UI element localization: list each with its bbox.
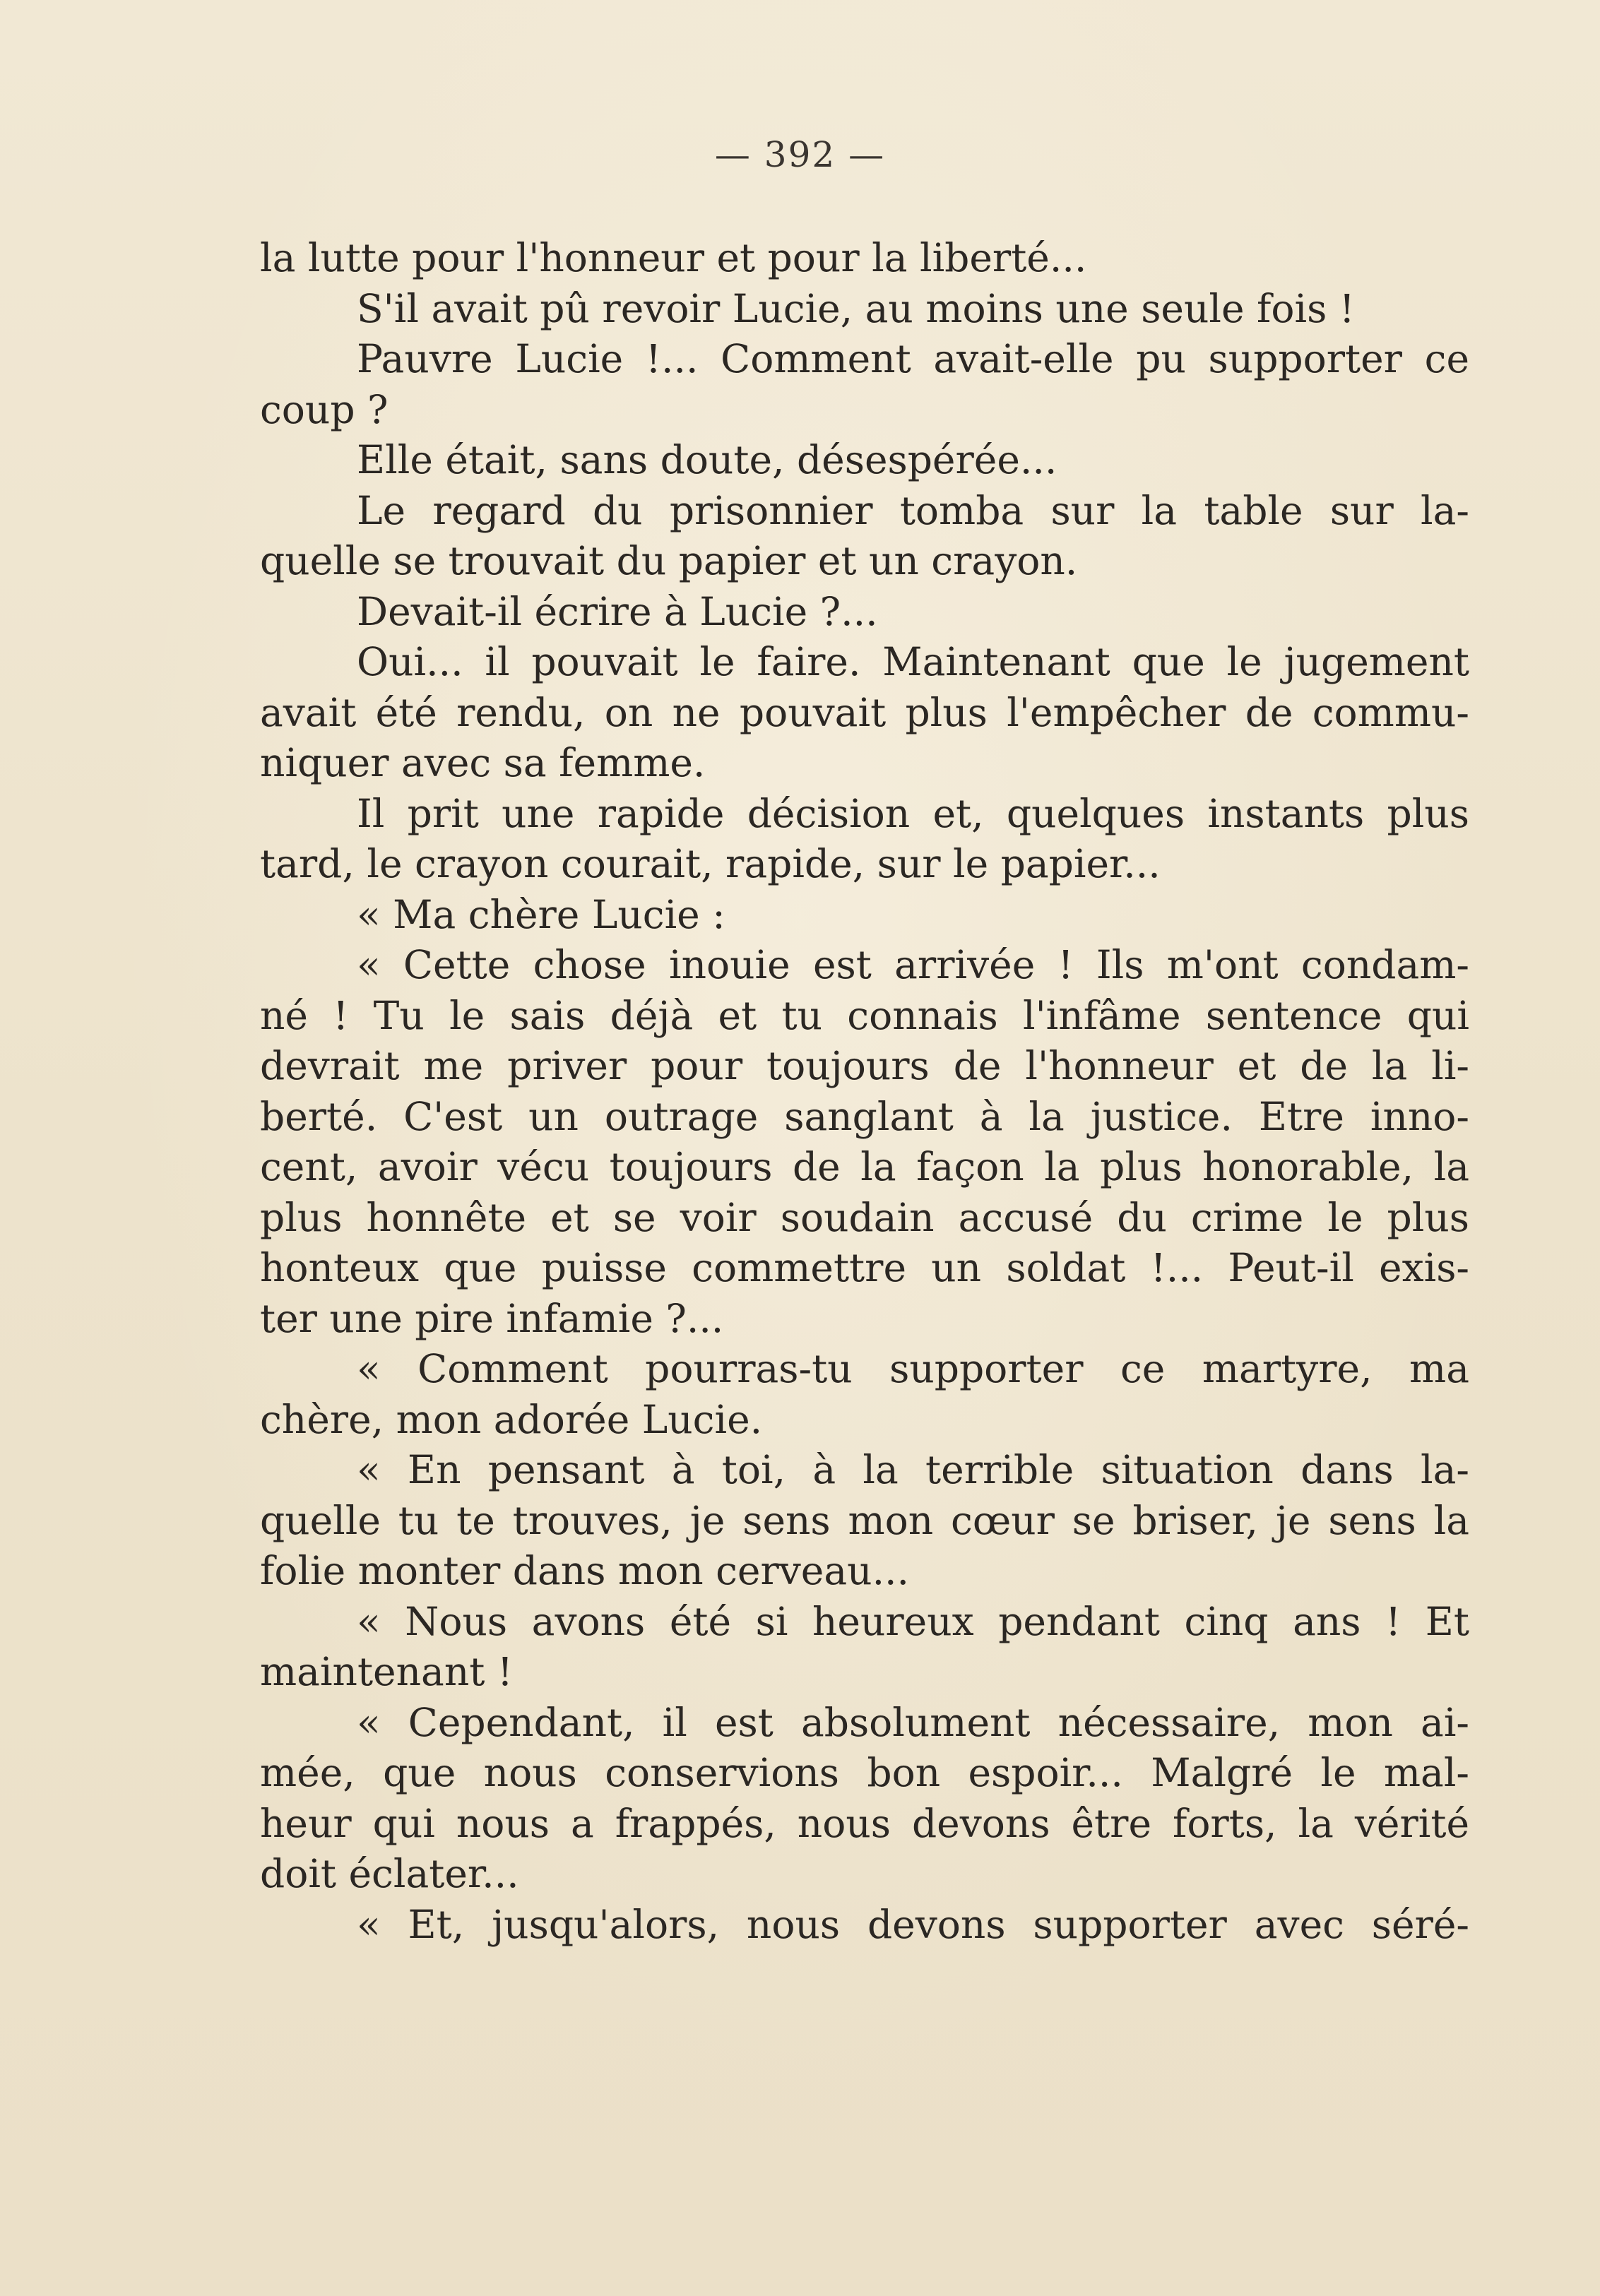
text-line: quelle tu te trouves, je sens mon cœur se briser, je sens la xyxy=(260,1497,1469,1543)
text-line: honteux que puisse commettre un soldat !... Peut-il exis- xyxy=(260,1245,1469,1290)
text-line: maintenant ! xyxy=(260,1649,513,1694)
text-line: devrait me priver pour toujours de l'honneur et de la li- xyxy=(260,1043,1469,1088)
body-text xyxy=(260,233,1469,1950)
text-line: Il prit une rapide décision et, quelques instants plus xyxy=(357,790,1469,836)
text-line: folie monter dans mon cerveau... xyxy=(260,1548,910,1593)
text-line: ter une pire infamie ?... xyxy=(260,1295,724,1341)
text-line: Le regard du prisonnier tomba sur la table sur la- xyxy=(357,487,1469,533)
text-line: « Cependant, il est absolument nécessaire, mon ai- xyxy=(357,1699,1469,1745)
text-line: cent, avoir vécu toujours de la façon la plus honorable, la xyxy=(260,1144,1469,1189)
text-line: quelle se trouvait du papier et un crayon. xyxy=(260,538,1078,583)
text-line: plus honnête et se voir soudain accusé du crime le plus xyxy=(260,1194,1469,1240)
text-line: mée, que nous conservions bon espoir... Malgré le mal- xyxy=(260,1750,1469,1795)
text-line: heur qui nous a frappés, nous devons être forts, la vérité xyxy=(260,1800,1469,1846)
text-line: « Comment pourras-tu supporter ce martyre, ma xyxy=(357,1346,1469,1391)
text-line: berté. C'est un outrage sanglant à la justice. Etre inno- xyxy=(260,1093,1469,1139)
text-line: chère, mon adorée Lucie. xyxy=(260,1396,763,1442)
text-line: « En pensant à toi, à la terrible situation dans la- xyxy=(357,1447,1469,1492)
text-line: « Nous avons été si heureux pendant cinq ans ! Et xyxy=(357,1598,1469,1644)
page-number: — 392 — xyxy=(714,134,886,175)
text-line: Pauvre Lucie !... Comment avait-elle pu supporter ce xyxy=(357,336,1469,381)
text-line: Elle était, sans doute, désespérée... xyxy=(357,437,1057,482)
text-line: né ! Tu le sais déjà et tu connais l'infâme sentence qui xyxy=(260,992,1469,1038)
text-line: coup ? xyxy=(260,386,389,432)
text-line: Oui... il pouvait le faire. Maintenant que le jugement xyxy=(357,639,1469,684)
text-line: niquer avec sa femme. xyxy=(260,740,706,785)
text-line: doit éclater... xyxy=(260,1851,519,1896)
text-line: « Ma chère Lucie : xyxy=(357,891,725,937)
text-line: Devait-il écrire à Lucie ?... xyxy=(357,588,878,634)
text-line: « Et, jusqu'alors, nous devons supporter avec séré- xyxy=(357,1901,1469,1947)
text-line: tard, le crayon courait, rapide, sur le papier... xyxy=(260,841,1161,886)
text-line: « Cette chose inouie est arrivée ! Ils m'ont condam- xyxy=(357,942,1469,987)
text-line: la lutte pour l'honneur et pour la liberté... xyxy=(260,235,1087,280)
text-line: S'il avait pû revoir Lucie, au moins une seule fois ! xyxy=(357,285,1355,331)
text-line: avait été rendu, on ne pouvait plus l'empêcher de commu- xyxy=(260,689,1469,735)
